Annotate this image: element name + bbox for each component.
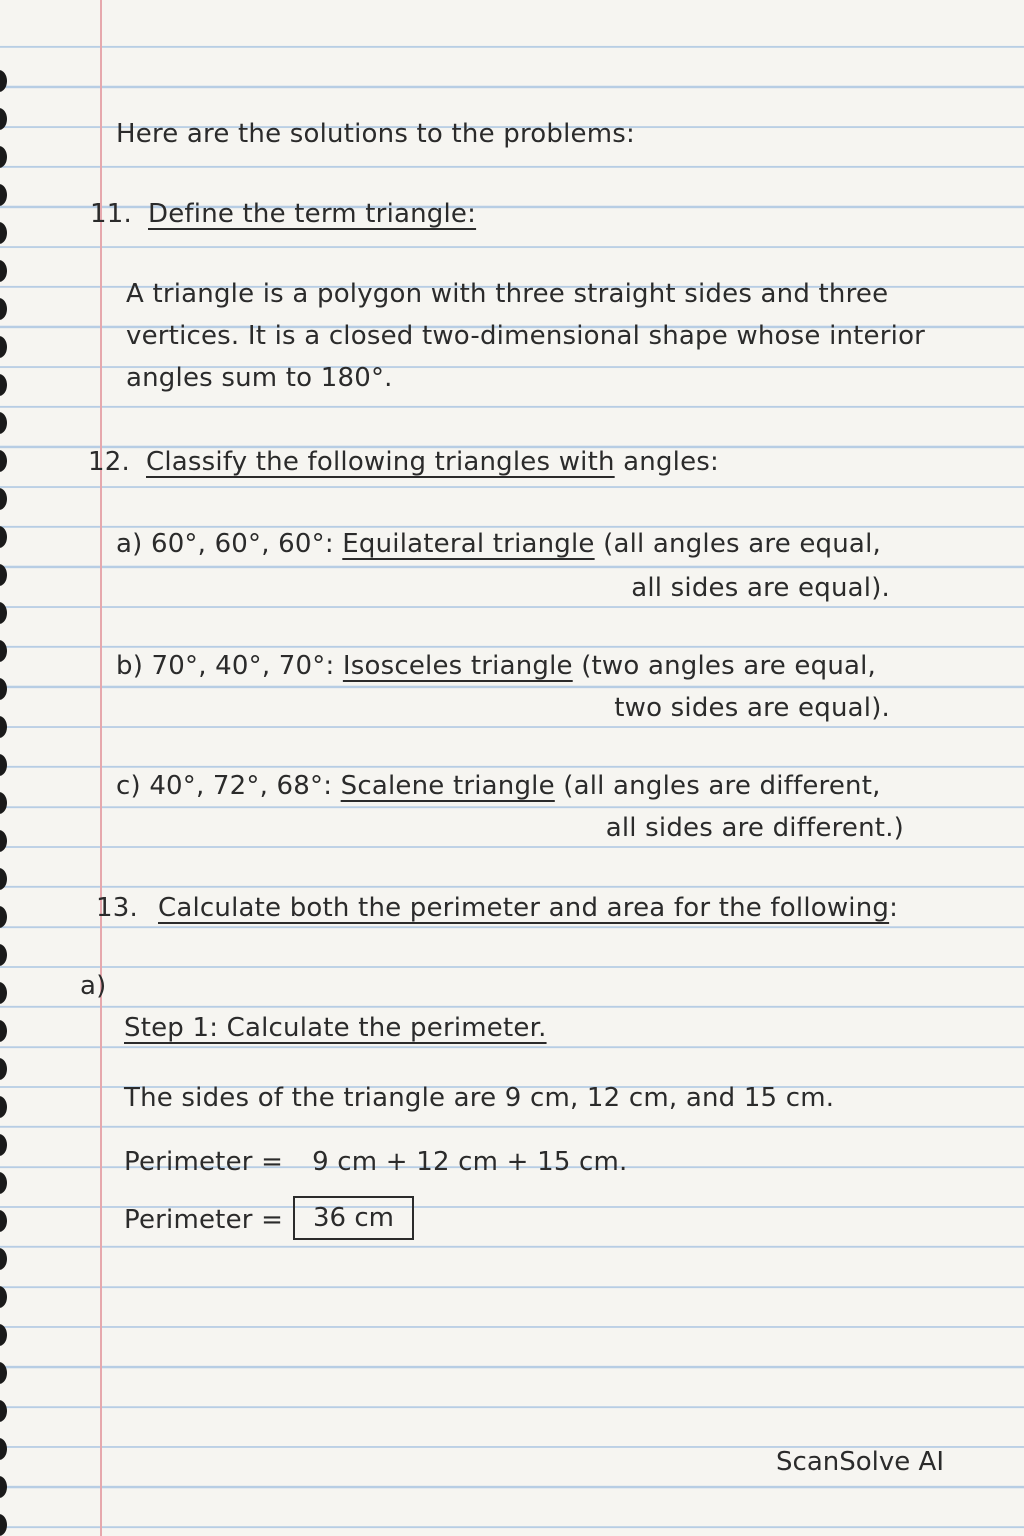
binding-hole [0, 754, 7, 776]
binding-hole [0, 412, 7, 434]
perimeter-calc-row [124, 1146, 628, 1178]
binding-hole [0, 1172, 7, 1194]
binding-hole [0, 1514, 7, 1536]
binding-hole [0, 374, 7, 396]
binding-hole [0, 450, 7, 472]
q12-title-rest: angles: [614, 447, 719, 477]
binding-hole [0, 716, 7, 738]
margin-line [100, 0, 102, 1536]
q12c-angles: 40°, 72°, 68°: [149, 771, 333, 801]
q12b-note-1: (two angles are equal, [581, 651, 877, 681]
q11-answer-line-2: vertices. It is a closed two-dimensional shape whose interior [126, 321, 926, 351]
q12c-note-1: (all angles are different, [563, 771, 881, 801]
q12c-type: Scalene triangle [340, 771, 555, 801]
q12a-angles: 60°, 60°, 60°: [150, 529, 334, 559]
q12b-angles: 70°, 40°, 70°: [151, 651, 335, 681]
q12b-label: b) [116, 651, 144, 681]
q12a-type: Equilateral triangle [342, 529, 595, 559]
watermark-text: ScanSolve AI [776, 1447, 944, 1477]
q12c-note-2: all sides are different.) [605, 813, 904, 843]
binding-hole [0, 222, 7, 244]
binding-hole [0, 260, 7, 282]
binding-hole [0, 564, 7, 586]
binding-hole [0, 640, 7, 662]
q11-title: Define the term triangle: [148, 199, 477, 229]
binding-hole [0, 1438, 7, 1460]
intro-text: Here are the solutions to the problems: [116, 119, 635, 149]
binding-hole [0, 70, 7, 92]
q11-answer-line-1: A triangle is a polygon with three straight sides and three [126, 279, 889, 309]
binding-hole [0, 1248, 7, 1270]
perimeter-calc-label: Perimeter = [124, 1147, 284, 1177]
q12-title-line [146, 446, 719, 478]
binding-hole [0, 336, 7, 358]
q12a-note-1: (all angles are equal, [603, 529, 881, 559]
binding-hole [0, 488, 7, 510]
q13-sides-text: The sides of the triangle are 9 cm, 12 cm, and 15 cm. [124, 1083, 835, 1113]
binding-hole [0, 1058, 7, 1080]
binding-hole [0, 298, 7, 320]
q12b-note-2: two sides are equal). [614, 693, 890, 723]
binding-hole [0, 1134, 7, 1156]
q12b-row [116, 650, 876, 682]
q13-title-rest: : [889, 893, 899, 923]
q13-title: Calculate both the perimeter and area for the following [158, 893, 890, 923]
binding-hole [0, 146, 7, 168]
q12c-label: c) [116, 771, 141, 801]
binding-hole [0, 792, 7, 814]
q12-title: Classify the following triangles with [146, 447, 615, 477]
perimeter-result-label: Perimeter = [124, 1205, 284, 1235]
binding-hole [0, 868, 7, 890]
binding-hole [0, 108, 7, 130]
q13-number: 13. [96, 893, 138, 923]
q12b-type: Isosceles triangle [342, 651, 573, 681]
q13-title-line [158, 892, 898, 924]
q12a-label: a) [116, 529, 143, 559]
binding-hole [0, 906, 7, 928]
q12a-row [116, 528, 881, 560]
binding-hole [0, 526, 7, 548]
binding-hole [0, 830, 7, 852]
binding-hole [0, 184, 7, 206]
binding-hole [0, 944, 7, 966]
binding-hole [0, 982, 7, 1004]
binding-hole [0, 602, 7, 624]
q12c-row [116, 770, 881, 802]
q11-answer-line-3: angles sum to 180°. [126, 363, 393, 393]
q12-number: 12. [88, 447, 130, 477]
q13-step-1: Step 1: Calculate the perimeter. [124, 1013, 547, 1043]
binding-hole [0, 1286, 7, 1308]
perimeter-result-box: 36 cm [293, 1196, 414, 1240]
perimeter-calc: 9 cm + 12 cm + 15 cm. [312, 1147, 628, 1177]
binding-hole [0, 678, 7, 700]
binding-hole [0, 1476, 7, 1498]
binding-hole [0, 1096, 7, 1118]
binding-hole [0, 1020, 7, 1042]
binding-hole [0, 1210, 7, 1232]
q12a-note-2: all sides are equal). [631, 573, 890, 603]
binding-hole [0, 1362, 7, 1384]
binding-hole [0, 1400, 7, 1422]
q11-number: 11. [90, 199, 132, 229]
binding-hole [0, 1324, 7, 1346]
q13-part-label: a) [80, 971, 107, 1001]
